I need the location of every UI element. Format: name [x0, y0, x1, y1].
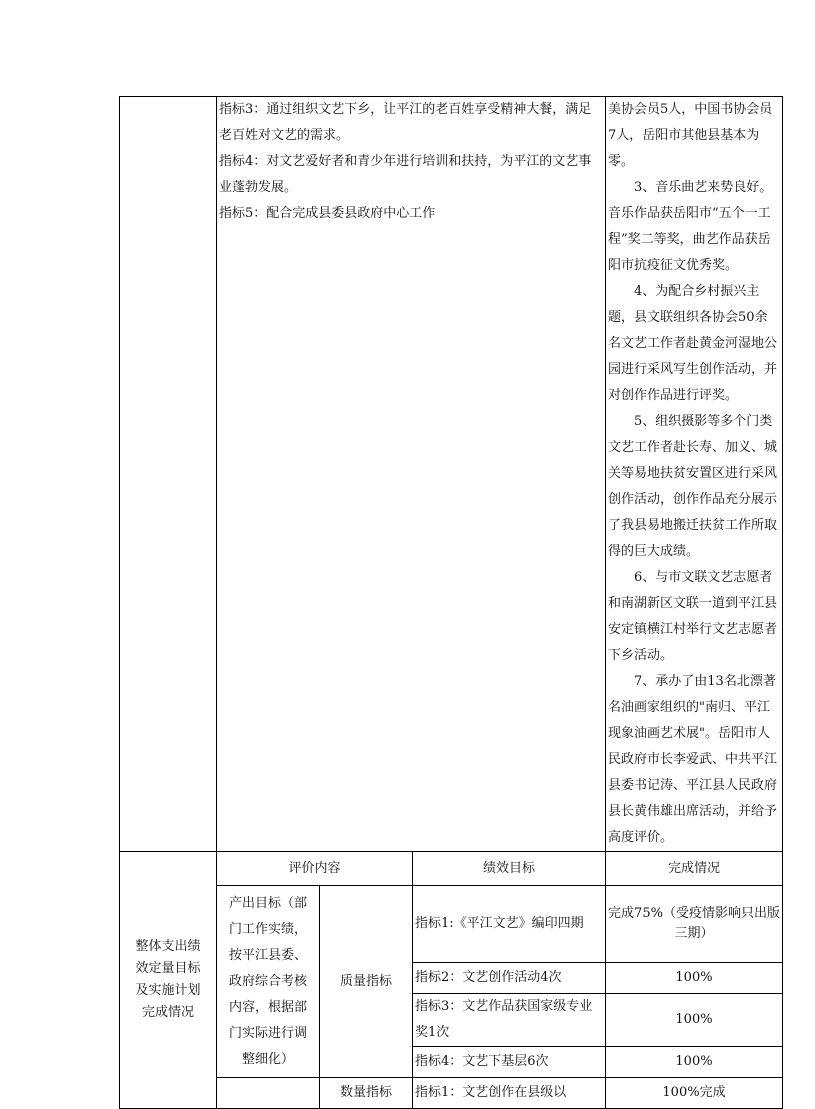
status-cell: 100% [606, 1047, 783, 1078]
results-cell [606, 97, 783, 852]
result-paragraph: 3、音乐曲艺来势良好。音乐作品获岳阳市“五个一工程”奖二等奖，曲艺作品获岳阳市抗疫征文优秀奖。 [608, 180, 773, 273]
quantity-indicator-label: 数量指标 [320, 1078, 413, 1109]
section-label: 整体支出绩效定量目标及实施计划完成情况 [120, 852, 217, 1109]
table-row [120, 886, 783, 963]
target-cell: 指标1:《平江文艺》编印四期 [413, 886, 606, 963]
header-status: 完成情况 [606, 852, 783, 886]
result-paragraph: 4、为配合乡村振兴主题，县文联组织各协会50余名文艺工作者赴黄金河湿地公园进行采风写生创作活动，并对创作作品进行评奖。 [608, 284, 778, 403]
target-cell: 指标4：文艺下基层6次 [413, 1047, 606, 1078]
status-cell: 100% [606, 963, 783, 994]
header-target: 绩效目标 [413, 852, 606, 886]
status-cell: 100% [606, 994, 783, 1047]
status-cell: 100%完成 [606, 1078, 783, 1109]
indicator-3-text: 指标3：通过组织文艺下乡，让平江的老百姓享受精神大餐，满足老百姓对文艺的需求。 [219, 102, 592, 143]
performance-table [119, 96, 783, 1109]
output-target-label: 产出目标（部门工作实绩，按平江县委、政府综合考核内容，根据部门实际进行调整细化） [217, 886, 320, 1078]
left-empty-cell [120, 97, 217, 852]
result-paragraph: 6、与市文联文艺志愿者和南湖新区文联一道到平江县安定镇横江村举行文艺志愿者下乡活动。 [608, 570, 778, 663]
continuation-row [120, 97, 783, 852]
indicator-cell [217, 97, 606, 852]
result-paragraph: 5、组织摄影等多个门类文艺工作者赴长寿、加义、城关等易地扶贫安置区进行采风创作活动，创作作品充分展示了我县易地搬迁扶贫工作所取得的巨大成绩。 [608, 414, 778, 559]
target-cell: 指标3：文艺作品获国家级专业奖1次 [413, 994, 606, 1047]
indicator-4-text: 指标4：对文艺爱好者和青少年进行培训和扶持，为平江的文艺事业蓬勃发展。 [219, 154, 592, 195]
target-cell: 指标1：文艺创作在县级以 [413, 1078, 606, 1109]
table-row [120, 1078, 783, 1109]
indicator-5-text: 指标5：配合完成县委县政府中心工作 [219, 206, 436, 221]
status-cell: 完成75%（受疫情影响只出版三期） [606, 886, 783, 963]
result-paragraph: 美协会员5人，中国书协会员7人，岳阳市其他县基本为零。 [608, 102, 773, 169]
header-row [120, 852, 783, 886]
header-content: 评价内容 [217, 852, 413, 886]
output-target-cont [217, 1078, 320, 1109]
quality-indicator-label: 质量指标 [320, 886, 413, 1078]
target-cell: 指标2：文艺创作活动4次 [413, 963, 606, 994]
result-paragraph: 7、承办了由13名北漂著名油画家组织的"南归、平江现象油画艺术展"。岳阳市人民政府市长李爱武、中共平江县委书记涛、平江县人民政府县长黄伟雄出席活动，并给予高度评价。 [608, 674, 778, 845]
